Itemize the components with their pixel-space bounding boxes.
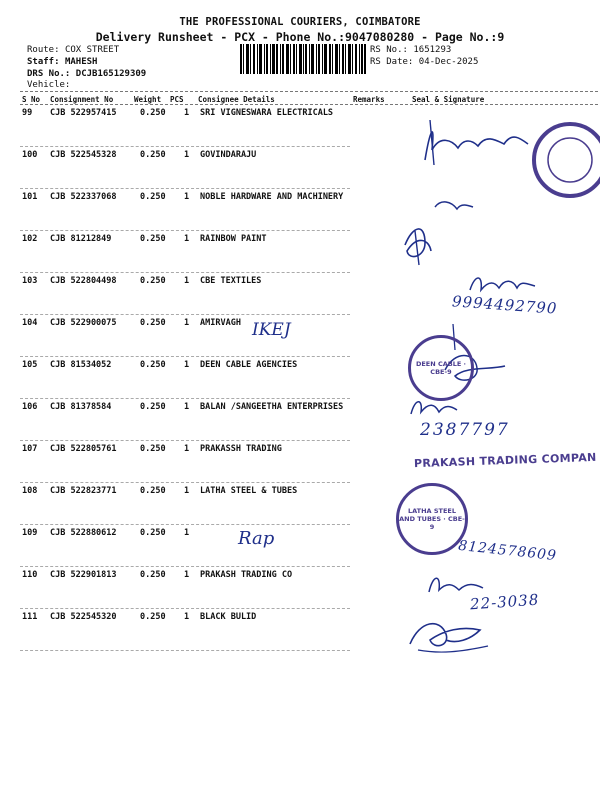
row-pcs: 1 — [184, 192, 190, 202]
row-consignment: CJB 522337068 — [50, 192, 117, 202]
row-weight: 0.250 — [140, 612, 166, 622]
row-sno: 106 — [22, 402, 38, 412]
row-pcs: 1 — [184, 486, 190, 496]
row-consignment: CJB 81378584 — [50, 402, 112, 412]
col-weight: Weight — [134, 95, 162, 104]
row-sno: 101 — [22, 192, 38, 202]
runsheet-subtitle: Delivery Runsheet - PCX - Phone No.:9047080280 - Page No.:9 — [95, 30, 505, 44]
row-pcs: 1 — [184, 402, 190, 412]
row-consignment: CJB 522805761 — [50, 444, 117, 454]
row-sno: 103 — [22, 276, 38, 286]
row-consignee: BALAN /SANGEETHA ENTERPRISES — [200, 402, 344, 412]
row-consignee: SRI VIGNESWARA ELECTRICALS — [200, 108, 334, 118]
row-sno: 111 — [22, 612, 38, 622]
row-consignee: LATHA STEEL & TUBES — [200, 486, 298, 496]
row-weight: 0.250 — [140, 486, 166, 496]
rs-no-line — [370, 45, 451, 55]
row-pcs: 1 — [184, 234, 190, 244]
row-sno: 105 — [22, 360, 38, 370]
rs-date-value: 04-Dec-2025 — [418, 57, 479, 67]
row-consignment: CJB 522880612 — [50, 528, 117, 538]
row-consignment: CJB 522804498 — [50, 276, 117, 286]
col-pcs: PCS — [170, 95, 184, 104]
row-weight: 0.250 — [140, 108, 166, 118]
drs-label: DRS No.: — [27, 69, 71, 79]
rs-date-line — [370, 57, 478, 67]
row-consignee: PRAKASH TRADING CO — [200, 570, 293, 580]
row-weight: 0.250 — [140, 192, 166, 202]
vehicle-label: Vehicle: — [27, 80, 71, 90]
col-seal: Seal & Signature — [412, 95, 485, 104]
col-sno: S No — [22, 95, 41, 104]
col-remarks: Remarks — [353, 95, 385, 104]
row-weight: 0.250 — [140, 318, 166, 328]
route-line — [27, 45, 119, 55]
row-pcs: 1 — [184, 570, 190, 580]
row-divider — [20, 566, 350, 567]
rs-no-value: 1651293 — [413, 45, 452, 55]
row-weight: 0.250 — [140, 528, 166, 538]
row-weight: 0.250 — [140, 234, 166, 244]
row-pcs: 1 — [184, 108, 190, 118]
handwritten-consignee: Rap — [238, 528, 275, 549]
row-weight: 0.250 — [140, 444, 166, 454]
rs-no-label: RS No.: — [370, 45, 408, 55]
signature-row-103 — [465, 270, 545, 298]
header-bottom-rule — [20, 104, 598, 105]
col-consignee: Consignee Details — [198, 95, 275, 104]
row-divider — [20, 314, 350, 315]
table-row — [0, 612, 600, 654]
row-weight: 0.250 — [140, 276, 166, 286]
row-pcs: 1 — [184, 360, 190, 370]
row-divider — [20, 146, 350, 147]
signature-row-110 — [425, 570, 505, 600]
row-consignee: DEEN CABLE AGENCIES — [200, 360, 298, 370]
handwritten-number: 2387797 — [420, 420, 510, 440]
row-consignee: BLACK BULID — [200, 612, 257, 622]
row-consignment: CJB 81534052 — [50, 360, 112, 370]
row-weight: 0.250 — [140, 150, 166, 160]
row-consignee: GOVINDARAJU — [200, 150, 257, 160]
deen-cable-stamp: DEEN CABLE · CBE-9 — [408, 335, 474, 401]
row-pcs: 1 — [184, 318, 190, 328]
row-weight: 0.250 — [140, 570, 166, 580]
row-consignee: RAINBOW PAINT — [200, 234, 267, 244]
vehicle-line — [27, 80, 70, 90]
row-divider — [20, 272, 350, 273]
signature-row-101 — [395, 195, 485, 275]
barcode — [240, 44, 366, 74]
row-pcs: 1 — [184, 150, 190, 160]
col-consignment: Consignment No — [50, 95, 114, 104]
row-divider — [20, 230, 350, 231]
row-sno: 104 — [22, 318, 38, 328]
prakash-trading-stamp: PRAKASH TRADING COMPAN — [413, 450, 597, 471]
handwritten-phone: 8124578609 — [457, 537, 558, 565]
route-label: Route: — [27, 45, 60, 55]
row-sno: 109 — [22, 528, 38, 538]
row-consignment: CJB 522957415 — [50, 108, 117, 118]
signature-row-111 — [400, 610, 500, 660]
handwritten-phone: 9994492790 — [451, 292, 558, 318]
row-divider — [20, 482, 350, 483]
staff-label: Staff: — [27, 57, 60, 67]
row-sno: 110 — [22, 570, 38, 580]
row-divider — [20, 650, 350, 651]
row-sno: 100 — [22, 150, 38, 160]
row-weight: 0.250 — [140, 402, 166, 412]
handwritten-number: 22-3038 — [469, 590, 540, 614]
row-sno: 107 — [22, 444, 38, 454]
row-divider — [20, 398, 350, 399]
row-weight: 0.250 — [140, 360, 166, 370]
row-sno: 99 — [22, 108, 33, 118]
row-consignee: CBE TEXTILES — [200, 276, 262, 286]
runsheet-title: THE PROFESSIONAL COURIERS, COIMBATORE — [179, 16, 421, 28]
latha-steel-stamp: LATHA STEEL AND TUBES · CBE-9 — [396, 483, 468, 555]
drs-line — [27, 69, 146, 79]
row-sno: 108 — [22, 486, 38, 496]
row-divider — [20, 524, 350, 525]
row-divider — [20, 188, 350, 189]
row-consignment: CJB 522901813 — [50, 570, 117, 580]
row-divider — [20, 608, 350, 609]
staff-line — [27, 57, 97, 67]
row-consignment: CJB 522545320 — [50, 612, 117, 622]
row-consignment: CJB 522545328 — [50, 150, 117, 160]
handwritten-remark: IKEJ — [252, 320, 291, 340]
company-seal-icon — [534, 124, 600, 196]
staff-value: MAHESH — [64, 57, 98, 67]
row-consignee: NOBLE HARDWARE AND MACHINERY — [200, 192, 344, 202]
drs-value: DCJB165129309 — [75, 69, 147, 79]
row-divider — [20, 356, 350, 357]
header-top-rule — [20, 91, 598, 92]
table-row — [0, 486, 600, 528]
table-row — [0, 402, 600, 444]
route-value: COX STREET — [64, 45, 120, 55]
rs-date-label: RS Date: — [370, 57, 414, 67]
row-consignment: CJB 522900075 — [50, 318, 117, 328]
row-consignment: CJB 81212849 — [50, 234, 112, 244]
row-pcs: 1 — [184, 528, 190, 538]
row-consignment: CJB 522823771 — [50, 486, 117, 496]
row-pcs: 1 — [184, 276, 190, 286]
row-divider — [20, 440, 350, 441]
row-sno: 102 — [22, 234, 38, 244]
row-consignee: PRAKASSH TRADING — [200, 444, 282, 454]
row-pcs: 1 — [184, 612, 190, 622]
row-pcs: 1 — [184, 444, 190, 454]
row-consignee: AMIRVAGH — [200, 318, 241, 328]
